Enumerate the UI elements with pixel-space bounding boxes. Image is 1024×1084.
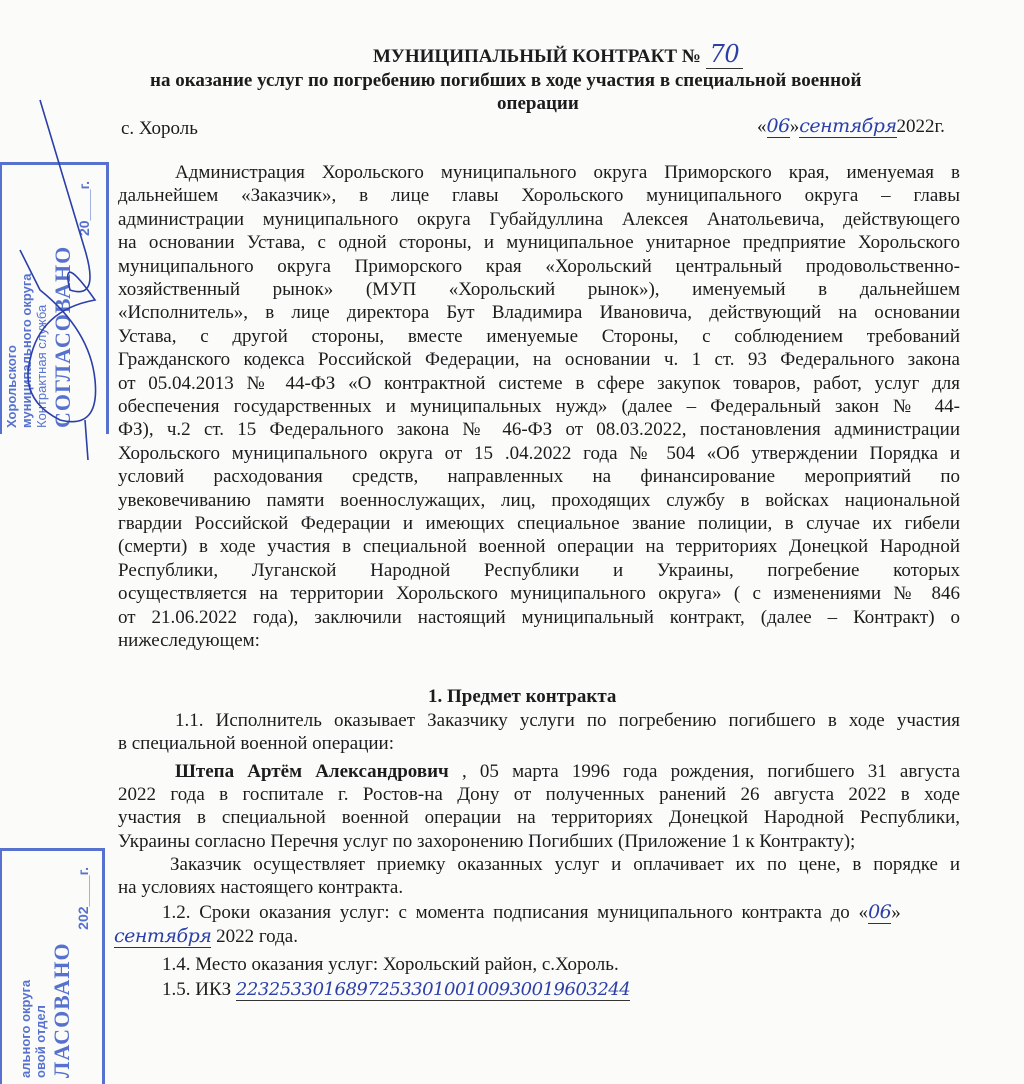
- year: 2022 года.: [216, 926, 298, 947]
- deceased-name: Штепа Артём Александрович: [175, 761, 449, 782]
- preamble-line: осуществляется на территории Хорольского муниципального округа» ( с изменениями № 846: [118, 583, 960, 605]
- handwritten-month: сентября: [114, 925, 212, 947]
- preamble-line: «Исполнитель», в лице директора Бут Владимира Ивановича, действующий на основании: [118, 302, 960, 324]
- quote: «: [757, 116, 767, 137]
- preamble-line: Гражданского кодекса Российской Федерации, на основании ч. 1 ст. 93 Федерального закона: [118, 349, 960, 371]
- quote: »: [789, 116, 800, 137]
- handwritten-month: сентября: [799, 115, 897, 137]
- preamble-line: хозяйственный рынок» (МУП «Хорольский рынок»), именуемый в дальнейшем: [118, 279, 960, 300]
- deceased-line: Украины согласно Перечня услуг по захоронению Погибших (Приложение 1 к Контракту);: [118, 831, 856, 852]
- preamble-line: обеспечения государственных и муниципальных нужд» (далее – Федеральный закон № 44-: [118, 396, 960, 417]
- contract-date: [757, 115, 945, 138]
- contract-title: [373, 40, 743, 68]
- deceased-line: 2022 года в госпитале г. Ростов-на Дону от полученных ранений 26 августа 2022 в ходе: [118, 784, 960, 805]
- stamp-line: СОГЛАСОВАНО: [50, 245, 75, 428]
- stamp-line: Контрактная служба: [34, 304, 49, 428]
- item-1-2-text: 1.2. Сроки оказания услуг: с момента подписания муниципального контракта до «: [162, 902, 869, 923]
- preamble-line: администрации муниципального округа Губайдуллина Алексея Анатольевича, действующего: [118, 208, 960, 230]
- quote: »: [891, 902, 901, 923]
- preamble-line: (смерти) в ходе участия в специальной военной операции на территориях Донецкой Народной: [118, 536, 960, 558]
- title-text: МУНИЦИПАЛЬНЫЙ КОНТРАКТ №: [373, 46, 701, 67]
- item-1-1: 1.1. Исполнитель оказывает Заказчику услуги по погребению погибшего в ходе участия: [175, 710, 960, 731]
- stamp-line: 202____г.: [75, 867, 91, 930]
- place: с. Хороль: [121, 118, 198, 139]
- preamble-line: ФЗ), ч.2 ст. 15 Федерального закона № 46-ФЗ от 08.03.2022, постановления администрации: [118, 419, 960, 441]
- ikz-label: 1.5. ИКЗ: [162, 979, 232, 1000]
- preamble-line: муниципального округа Приморского края «Хорольский центральный продовольственно-: [118, 255, 960, 277]
- item-1-2: [162, 901, 901, 924]
- preamble-line: условий расходования средств, направленных на финансирование мероприятий по: [118, 466, 960, 488]
- preamble-line: от 21.06.2022 года), заключили настоящий муниципальный контракт, (далее – Контракт) о: [118, 606, 960, 628]
- preamble-line: Республики, Луганской Народной Республики и Украины, погребение которых: [118, 559, 960, 581]
- preamble-line: от 05.04.2013 № 44-ФЗ «О контрактной системе в сфере закупок товаров, работ, услуг для: [118, 372, 960, 394]
- signature-icon: [0, 0, 140, 460]
- preamble-line: увековечиванию памяти военнослужащих, лиц, проходящих службу в войсках национальной: [118, 489, 960, 511]
- preamble-line: Хорольского муниципального округа от 15 .04.2022 года № 504 «Об утверждении Порядка и: [118, 442, 960, 464]
- contract-subtitle-cont: операции: [497, 93, 579, 114]
- stamp-line: 20____г.: [76, 181, 92, 237]
- section-heading: 1. Предмет контракта: [428, 686, 617, 707]
- preamble-line: на основании Устава, с одной стороны, и муниципальное унитарное предприятие Хорольского: [118, 232, 960, 254]
- preamble-line: Администрация Хорольского муниципального округа Приморского края, именуемая в: [175, 162, 960, 183]
- deceased-line: участия в специальной военной операции на территориях Донецкой Народной Республики,: [118, 807, 960, 828]
- item-1-4: 1.4. Место оказания услуг: Хорольский район, с.Хороль.: [162, 954, 619, 975]
- handwritten-day: 06: [766, 115, 790, 137]
- item-1-5: [162, 978, 630, 1001]
- preamble-line: дальнейшем «Заказчик», в лице главы Хорольского муниципального округа – главы: [118, 185, 960, 207]
- handwritten-day: 06: [868, 901, 892, 923]
- acceptance-line: на условиях настоящего контракта.: [118, 877, 404, 898]
- deceased-details: , 05 марта 1996 года рождения, погибшего 31 августа: [461, 761, 961, 782]
- handwritten-ikz-code: 223253301689725330100100930019603244: [235, 979, 631, 1000]
- approval-stamp-bottom: [0, 848, 105, 1084]
- stamp-line: овой отдел: [33, 1005, 48, 1078]
- year: 2022г.: [896, 116, 945, 137]
- handwritten-contract-number: 70: [706, 40, 744, 69]
- stamp-line: муниципального округа: [19, 273, 34, 428]
- preamble-line: нижеследующем:: [118, 630, 260, 651]
- preamble-line: Устава, с другой стороны, вместе именуемые Стороны, с соблюдением требований: [118, 325, 960, 347]
- stamp-line: Хорольского: [4, 345, 19, 428]
- stamp-line: ального округа: [18, 979, 33, 1078]
- item-1-2-cont: [114, 925, 298, 948]
- acceptance-line: Заказчик осуществляет приемку оказанных услуг и оплачивает их по цене, в порядке и: [170, 854, 960, 875]
- item-1-1-cont: в специальной военной операции:: [118, 733, 395, 754]
- preamble-line: гвардии Российской Федерации и имеющих специальное звание полиции, в случае их гибели: [118, 513, 960, 534]
- contract-subtitle: на оказание услуг по погребению погибших в ходе участия в специальной военной: [150, 70, 862, 91]
- stamp-line: ЛАСОВАНО: [49, 942, 74, 1078]
- deceased-line: [175, 760, 960, 783]
